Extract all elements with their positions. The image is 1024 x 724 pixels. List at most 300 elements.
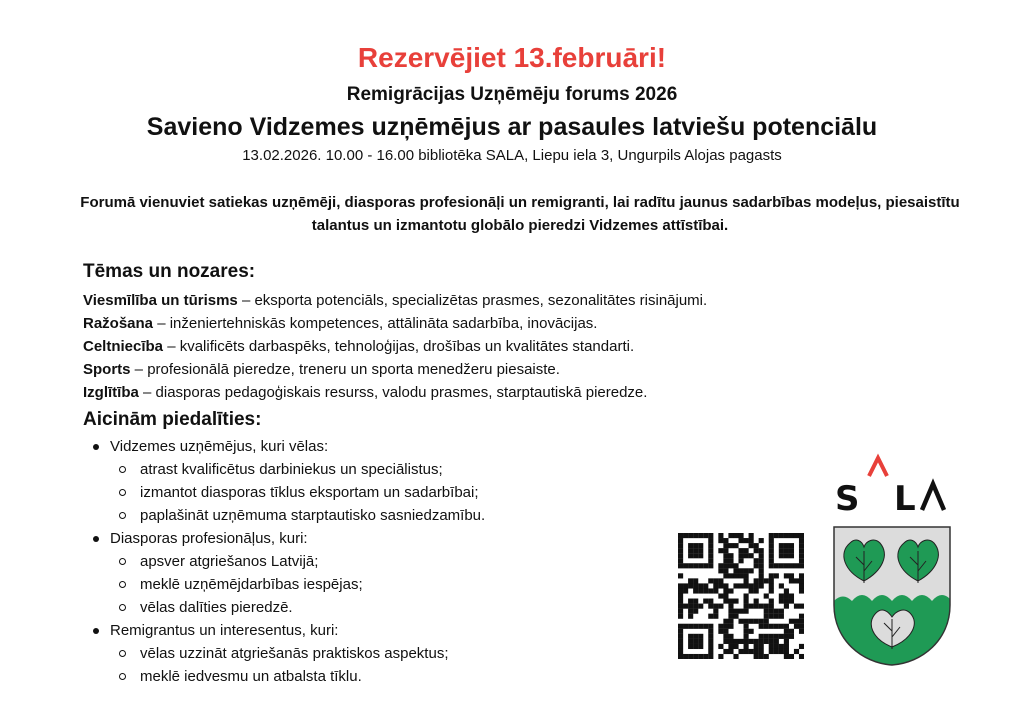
theme-desc: – kvalificēts darbaspēks, tehnoloģijas, drošības un kvalitātes standarti. bbox=[163, 338, 635, 355]
qr-module bbox=[764, 578, 769, 583]
qr-module bbox=[749, 553, 754, 558]
qr-module bbox=[738, 619, 743, 624]
qr-module bbox=[718, 533, 723, 538]
qr-module bbox=[703, 588, 708, 593]
qr-module bbox=[698, 583, 703, 588]
qr-module bbox=[693, 644, 698, 649]
qr-module bbox=[723, 639, 728, 644]
qr-module bbox=[718, 538, 723, 543]
qr-module bbox=[693, 553, 698, 558]
theme-desc: – eksporta potenciāls, specializētas prasmes, sezonalitātes risinājumi. bbox=[237, 292, 708, 309]
qr-module bbox=[774, 609, 779, 614]
invite-item: vēlas uzzināt atgriešanās praktiskos aspektus; bbox=[110, 642, 485, 665]
qr-module bbox=[688, 543, 693, 548]
qr-module bbox=[688, 609, 693, 614]
qr-module bbox=[733, 599, 738, 604]
qr-module bbox=[723, 599, 728, 604]
qr-module bbox=[744, 538, 749, 543]
qr-module bbox=[733, 583, 738, 588]
qr-module bbox=[713, 609, 718, 614]
qr-module bbox=[784, 634, 789, 639]
qr-module bbox=[769, 614, 774, 619]
qr-module bbox=[678, 588, 683, 593]
qr-module bbox=[693, 533, 698, 538]
qr-module bbox=[738, 533, 743, 538]
qr-module bbox=[799, 563, 804, 568]
qr-module bbox=[749, 649, 754, 654]
qr-module bbox=[678, 553, 683, 558]
invite-item: vēlas dalīties pieredzē. bbox=[110, 596, 485, 619]
qr-module bbox=[678, 649, 683, 654]
qr-module bbox=[698, 634, 703, 639]
qr-module bbox=[784, 649, 789, 654]
qr-module bbox=[789, 548, 794, 553]
qr-module bbox=[754, 588, 759, 593]
qr-module bbox=[698, 548, 703, 553]
qr-module bbox=[708, 629, 713, 634]
qr-module bbox=[774, 533, 779, 538]
qr-module bbox=[754, 649, 759, 654]
qr-module bbox=[779, 634, 784, 639]
qr-module bbox=[678, 634, 683, 639]
qr-module bbox=[718, 548, 723, 553]
qr-module bbox=[728, 604, 733, 609]
qr-module bbox=[728, 533, 733, 538]
qr-module bbox=[678, 558, 683, 563]
qr-module bbox=[683, 583, 688, 588]
qr-module bbox=[738, 558, 743, 563]
qr-module bbox=[749, 538, 754, 543]
qr-module bbox=[703, 533, 708, 538]
qr-module bbox=[774, 563, 779, 568]
qr-module bbox=[764, 619, 769, 624]
qr-module bbox=[723, 593, 728, 598]
qr-module bbox=[789, 543, 794, 548]
qr-module bbox=[794, 533, 799, 538]
qr-module bbox=[759, 573, 764, 578]
qr-module bbox=[678, 624, 683, 629]
invite-item: meklē uzņēmējdarbības iespējas; bbox=[110, 573, 485, 596]
qr-module bbox=[693, 624, 698, 629]
qr-module bbox=[744, 599, 749, 604]
qr-module bbox=[759, 604, 764, 609]
qr-module bbox=[723, 553, 728, 558]
qr-module bbox=[799, 548, 804, 553]
qr-module bbox=[769, 644, 774, 649]
qr-module bbox=[733, 573, 738, 578]
qr-module bbox=[733, 644, 738, 649]
qr-module bbox=[769, 634, 774, 639]
qr-module bbox=[723, 558, 728, 563]
qr-module bbox=[693, 548, 698, 553]
qr-module bbox=[769, 649, 774, 654]
qr-module bbox=[799, 629, 804, 634]
qr-module bbox=[728, 614, 733, 619]
qr-module bbox=[723, 588, 728, 593]
qr-module bbox=[693, 604, 698, 609]
invite-item: meklē iedvesmu un atbalsta tīklu. bbox=[110, 665, 485, 688]
qr-module bbox=[774, 649, 779, 654]
qr-module bbox=[744, 644, 749, 649]
qr-module bbox=[733, 609, 738, 614]
qr-module bbox=[774, 614, 779, 619]
qr-module bbox=[703, 654, 708, 659]
qr-module bbox=[728, 588, 733, 593]
invite-item: paplašināt uzņēmuma starptautisko sasniedzamību. bbox=[110, 504, 485, 527]
qr-module bbox=[693, 654, 698, 659]
qr-module bbox=[759, 583, 764, 588]
qr-module bbox=[728, 573, 733, 578]
qr-module bbox=[749, 568, 754, 573]
qr-module bbox=[713, 578, 718, 583]
qr-module bbox=[703, 624, 708, 629]
qr-module bbox=[738, 639, 743, 644]
qr-module bbox=[754, 599, 759, 604]
forum-title: Remigrācijas Uzņēmēju forums 2026 bbox=[346, 84, 678, 105]
qr-module bbox=[718, 624, 723, 629]
qr-module bbox=[718, 568, 723, 573]
qr-module bbox=[759, 578, 764, 583]
qr-module bbox=[683, 588, 688, 593]
invite-item: izmantot diasporas tīklus eksportam un sadarbībai; bbox=[110, 481, 485, 504]
qr-module bbox=[728, 634, 733, 639]
qr-module bbox=[728, 553, 733, 558]
qr-module bbox=[754, 543, 759, 548]
qr-module bbox=[688, 578, 693, 583]
qr-module bbox=[678, 548, 683, 553]
qr-module bbox=[708, 578, 713, 583]
qr-module bbox=[764, 634, 769, 639]
qr-module bbox=[769, 563, 774, 568]
qr-module bbox=[799, 538, 804, 543]
qr-module bbox=[744, 624, 749, 629]
qr-module bbox=[733, 543, 738, 548]
qr-module bbox=[678, 644, 683, 649]
qr-module bbox=[723, 548, 728, 553]
invite-item: apsver atgriešanos Latvijā; bbox=[110, 550, 485, 573]
qr-module bbox=[728, 599, 733, 604]
qr-module bbox=[688, 604, 693, 609]
qr-module bbox=[678, 593, 683, 598]
qr-module bbox=[683, 604, 688, 609]
qr-module bbox=[733, 563, 738, 568]
qr-module bbox=[779, 548, 784, 553]
qr-module bbox=[779, 649, 784, 654]
qr-module bbox=[769, 624, 774, 629]
qr-module bbox=[678, 609, 683, 614]
qr-module bbox=[784, 629, 789, 634]
qr-module bbox=[738, 548, 743, 553]
slogan: Savieno Vidzemes uzņēmējus ar pasaules latviešu potenciālu bbox=[146, 113, 878, 141]
qr-module bbox=[799, 624, 804, 629]
qr-module bbox=[784, 639, 789, 644]
qr-module bbox=[708, 654, 713, 659]
qr-module bbox=[683, 533, 688, 538]
invite-group: Remigrantus un interesentus, kuri: bbox=[110, 619, 485, 642]
qr-module bbox=[708, 588, 713, 593]
qr-module bbox=[698, 533, 703, 538]
qr-module bbox=[688, 553, 693, 558]
qr-module bbox=[799, 583, 804, 588]
qr-module bbox=[784, 533, 789, 538]
theme-name: Viesmīlība un tūrisms bbox=[83, 292, 238, 309]
qr-module bbox=[779, 644, 784, 649]
qr-module bbox=[688, 634, 693, 639]
qr-module bbox=[693, 588, 698, 593]
qr-module bbox=[754, 619, 759, 624]
qr-module bbox=[759, 553, 764, 558]
qr-module bbox=[784, 588, 789, 593]
qr-module bbox=[799, 553, 804, 558]
qr-module bbox=[789, 593, 794, 598]
qr-module bbox=[779, 593, 784, 598]
qr-module bbox=[723, 568, 728, 573]
qr-module bbox=[683, 563, 688, 568]
qr-module bbox=[733, 639, 738, 644]
qr-module bbox=[799, 578, 804, 583]
qr-module bbox=[728, 624, 733, 629]
qr-module bbox=[728, 644, 733, 649]
qr-module bbox=[698, 563, 703, 568]
qr-module bbox=[779, 609, 784, 614]
qr-module bbox=[708, 538, 713, 543]
qr-module bbox=[744, 593, 749, 598]
qr-module bbox=[769, 533, 774, 538]
qr-module bbox=[799, 604, 804, 609]
qr-module bbox=[774, 624, 779, 629]
qr-module bbox=[789, 599, 794, 604]
qr-module bbox=[749, 629, 754, 634]
qr-module bbox=[718, 563, 723, 568]
theme-name: Sports bbox=[83, 361, 131, 378]
invite-group: Diasporas profesionāļus, kuri: bbox=[110, 527, 485, 550]
qr-module bbox=[789, 563, 794, 568]
qr-module bbox=[759, 644, 764, 649]
qr-module bbox=[733, 654, 738, 659]
qr-module bbox=[688, 583, 693, 588]
qr-module bbox=[683, 624, 688, 629]
qr-module bbox=[784, 654, 789, 659]
qr-module bbox=[764, 614, 769, 619]
qr-module bbox=[759, 538, 764, 543]
qr-module bbox=[769, 573, 774, 578]
qr-module bbox=[799, 543, 804, 548]
qr-module bbox=[744, 639, 749, 644]
qr-module bbox=[688, 644, 693, 649]
qr-module bbox=[733, 614, 738, 619]
qr-module bbox=[779, 599, 784, 604]
theme-item bbox=[83, 335, 707, 358]
qr-module bbox=[698, 588, 703, 593]
qr-module bbox=[794, 624, 799, 629]
qr-module bbox=[784, 563, 789, 568]
qr-module bbox=[744, 604, 749, 609]
qr-module bbox=[749, 619, 754, 624]
theme-item bbox=[83, 358, 707, 381]
qr-module bbox=[784, 548, 789, 553]
qr-module bbox=[744, 573, 749, 578]
qr-module bbox=[789, 533, 794, 538]
qr-module bbox=[764, 639, 769, 644]
qr-module bbox=[708, 634, 713, 639]
qr-module bbox=[759, 634, 764, 639]
qr-module bbox=[738, 573, 743, 578]
qr-module bbox=[799, 614, 804, 619]
qr-module bbox=[769, 583, 774, 588]
theme-item bbox=[83, 381, 707, 404]
qr-module bbox=[708, 599, 713, 604]
qr-module bbox=[708, 604, 713, 609]
qr-module bbox=[754, 654, 759, 659]
qr-module bbox=[744, 649, 749, 654]
qr-module bbox=[744, 578, 749, 583]
qr-module bbox=[708, 624, 713, 629]
coat-of-arms bbox=[832, 525, 952, 667]
qr-module bbox=[744, 634, 749, 639]
qr-module bbox=[754, 578, 759, 583]
qr-module bbox=[703, 583, 708, 588]
intro-paragraph: Forumā vienuviet satiekas uzņēmēji, diasporas profesionāļi un remigranti, lai radītu jaunus sadarbības modeļus, piesaistītu talantus un izmantotu globālo pieredzi Vidzemes attīstībai. bbox=[80, 194, 960, 234]
qr-module bbox=[784, 553, 789, 558]
qr-module bbox=[769, 639, 774, 644]
qr-module bbox=[698, 553, 703, 558]
qr-module bbox=[784, 573, 789, 578]
qr-module bbox=[799, 533, 804, 538]
qr-module bbox=[738, 538, 743, 543]
qr-module bbox=[708, 533, 713, 538]
qr-module bbox=[678, 604, 683, 609]
qr-module bbox=[769, 578, 774, 583]
qr-module bbox=[769, 599, 774, 604]
theme-desc: – profesionālā pieredze, treneru un sporta menedžeru piesaiste. bbox=[130, 361, 560, 378]
qr-module bbox=[749, 588, 754, 593]
qr-module bbox=[688, 533, 693, 538]
qr-module bbox=[784, 543, 789, 548]
qr-module bbox=[774, 634, 779, 639]
qr-module bbox=[789, 619, 794, 624]
qr-module bbox=[708, 543, 713, 548]
qr-module bbox=[779, 553, 784, 558]
theme-desc: – diasporas pedagoģiskais resurss, valodu prasmes, starptautiskā pieredze. bbox=[138, 384, 648, 401]
qr-module bbox=[764, 609, 769, 614]
qr-module bbox=[759, 563, 764, 568]
qr-module bbox=[759, 548, 764, 553]
qr-module bbox=[728, 563, 733, 568]
qr-module bbox=[799, 644, 804, 649]
qr-module bbox=[708, 553, 713, 558]
qr-module bbox=[678, 599, 683, 604]
qr-module bbox=[799, 573, 804, 578]
qr-module bbox=[738, 649, 743, 654]
qr-module bbox=[754, 548, 759, 553]
qr-module bbox=[789, 553, 794, 558]
qr-module bbox=[723, 624, 728, 629]
qr-module bbox=[718, 583, 723, 588]
qr-module bbox=[764, 624, 769, 629]
qr-module bbox=[749, 604, 754, 609]
qr-module bbox=[759, 639, 764, 644]
qr-module bbox=[698, 604, 703, 609]
qr-module bbox=[794, 604, 799, 609]
qr-module bbox=[693, 578, 698, 583]
qr-module bbox=[799, 654, 804, 659]
qr-module bbox=[678, 573, 683, 578]
qr-module bbox=[693, 543, 698, 548]
qr-module bbox=[708, 649, 713, 654]
qr-module bbox=[723, 573, 728, 578]
qr-module bbox=[698, 644, 703, 649]
qr-module bbox=[718, 578, 723, 583]
qr-module bbox=[754, 583, 759, 588]
qr-module bbox=[713, 604, 718, 609]
invite-item: atrast kvalificētus darbiniekus un speciālistus; bbox=[110, 458, 485, 481]
qr-module bbox=[744, 609, 749, 614]
qr-module bbox=[754, 563, 759, 568]
qr-module bbox=[759, 649, 764, 654]
qr-module bbox=[769, 538, 774, 543]
qr-module bbox=[779, 583, 784, 588]
qr-module bbox=[744, 619, 749, 624]
qr-module bbox=[678, 533, 683, 538]
reserve-date-title: Rezervējiet 13.februāri! bbox=[357, 42, 667, 73]
qr-module bbox=[693, 609, 698, 614]
qr-module bbox=[744, 553, 749, 558]
qr-module bbox=[708, 548, 713, 553]
qr-module bbox=[693, 599, 698, 604]
qr-module bbox=[754, 558, 759, 563]
qr-module bbox=[678, 629, 683, 634]
qr-module bbox=[779, 543, 784, 548]
qr-module bbox=[764, 654, 769, 659]
svg-text:L: L bbox=[894, 479, 916, 516]
qr-module bbox=[784, 644, 789, 649]
qr-module bbox=[678, 583, 683, 588]
qr-module bbox=[708, 563, 713, 568]
qr-module bbox=[733, 568, 738, 573]
qr-module bbox=[749, 639, 754, 644]
qr-module bbox=[799, 588, 804, 593]
qr-module bbox=[744, 583, 749, 588]
qr-module bbox=[774, 644, 779, 649]
qr-module bbox=[744, 568, 749, 573]
qr-module bbox=[769, 588, 774, 593]
qr-module bbox=[733, 533, 738, 538]
qr-module bbox=[769, 609, 774, 614]
theme-item bbox=[83, 312, 707, 335]
qr-module bbox=[678, 654, 683, 659]
qr-module bbox=[754, 644, 759, 649]
qr-module bbox=[759, 624, 764, 629]
qr-module bbox=[728, 649, 733, 654]
invite-list bbox=[110, 435, 485, 688]
qr-module bbox=[738, 553, 743, 558]
qr-module bbox=[708, 639, 713, 644]
qr-module bbox=[799, 619, 804, 624]
qr-module bbox=[784, 624, 789, 629]
qr-module bbox=[799, 558, 804, 563]
qr-module bbox=[784, 599, 789, 604]
qr-module bbox=[728, 609, 733, 614]
qr-module bbox=[769, 604, 774, 609]
themes-list bbox=[83, 289, 707, 404]
svg-text:S: S bbox=[835, 479, 860, 516]
qr-module bbox=[718, 629, 723, 634]
qr-module bbox=[759, 654, 764, 659]
qr-module bbox=[774, 573, 779, 578]
themes-heading: Tēmas un nozares: bbox=[83, 261, 256, 282]
theme-desc: – inženiertehniskās kompetences, attālināta sadarbība, inovācijas. bbox=[153, 315, 598, 332]
qr-module bbox=[728, 639, 733, 644]
